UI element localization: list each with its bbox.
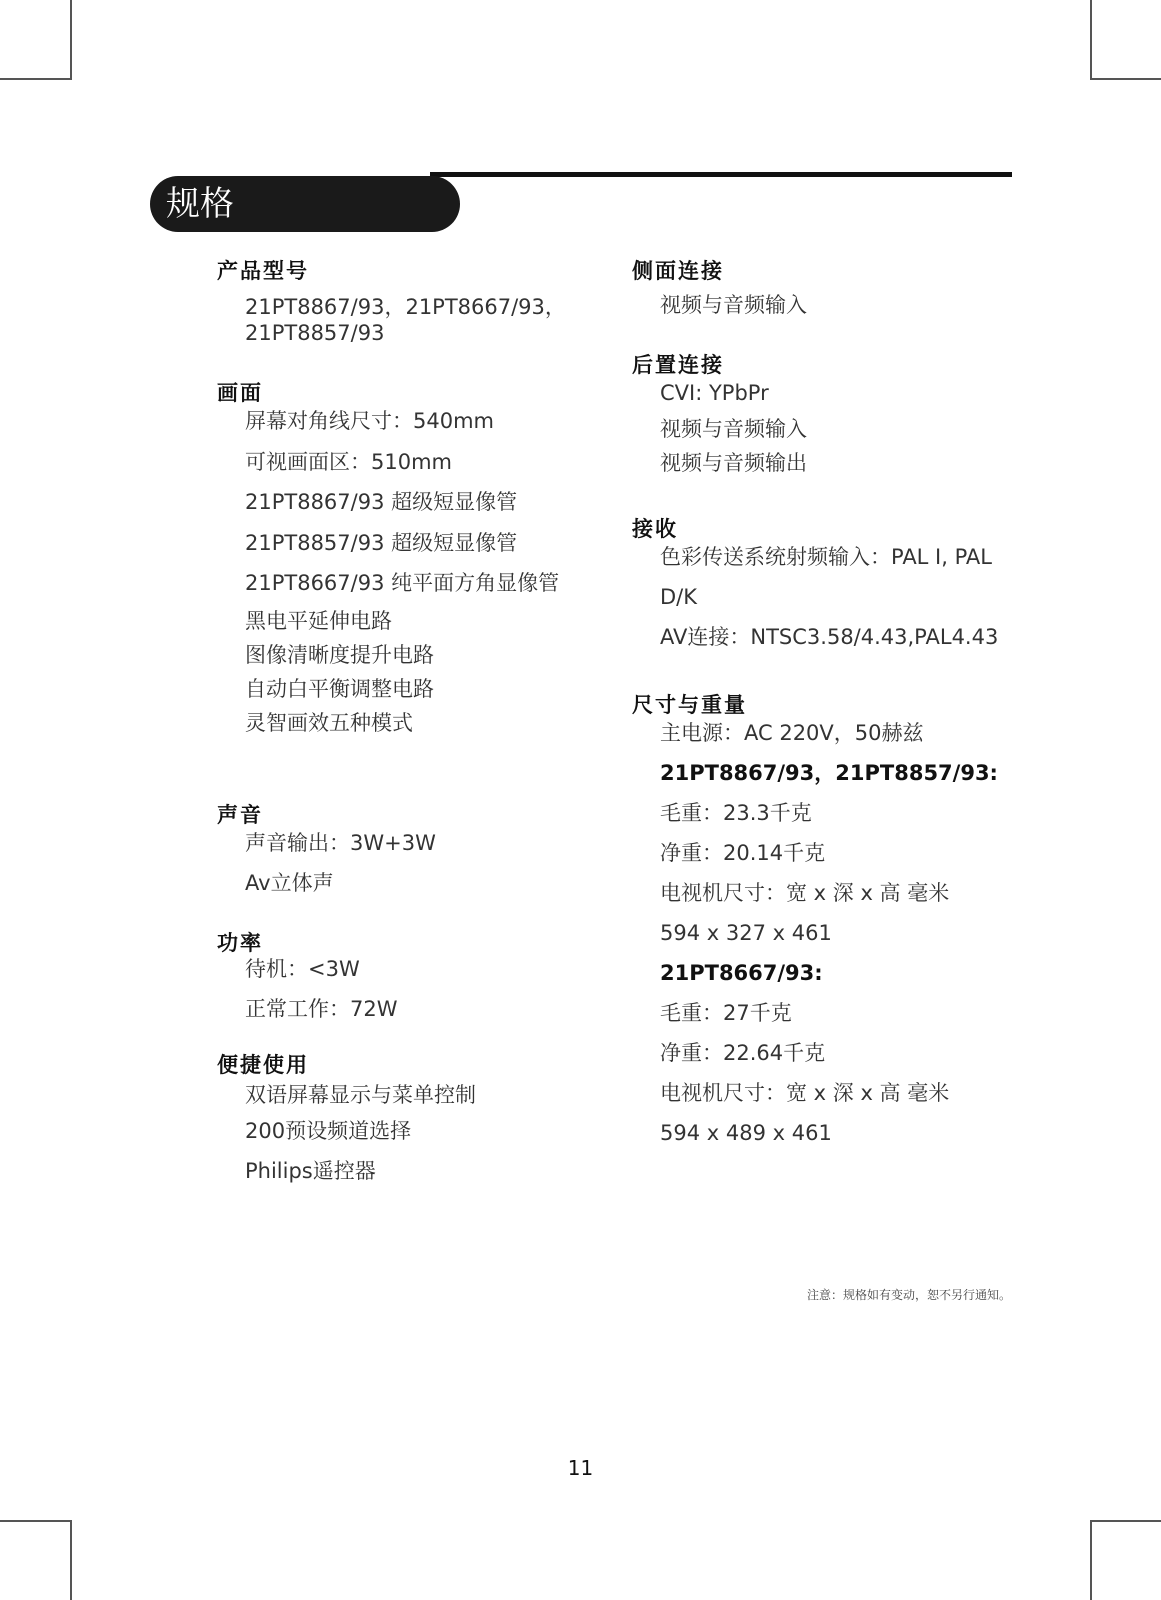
crop-mark: [1090, 1520, 1092, 1600]
list-item: 声音输出：3W+3W: [245, 831, 436, 855]
section-heading: 接收: [632, 517, 678, 541]
list-item: 200预设频道选择: [245, 1119, 412, 1143]
list-item: CVI: YPbPr: [660, 381, 769, 405]
list-item: 电视机尺寸：宽 x 深 x 高 毫米: [660, 1081, 950, 1105]
page-title: 规格: [150, 176, 460, 232]
section-heading: 功率: [217, 931, 263, 955]
list-item: 视频与音频输出: [660, 451, 807, 475]
section-heading: 便捷使用: [217, 1053, 309, 1077]
section-heading: 尺寸与重量: [632, 693, 747, 717]
power-section: [217, 930, 607, 1021]
rear-connection-section: [632, 352, 1032, 475]
list-item: 594 x 489 x 461: [660, 1121, 832, 1145]
model-line: 21PT8867/93，21PT8667/93，: [245, 295, 566, 319]
list-item: 视频与音频输入: [660, 417, 807, 441]
list-item: 色彩传送系统射频输入：PAL I, PAL: [660, 545, 992, 569]
section-heading: 侧面连接: [632, 259, 724, 283]
list-item: 594 x 327 x 461: [660, 921, 832, 945]
crop-mark: [1090, 0, 1092, 80]
list-item: 灵智画效五种模式: [245, 711, 413, 735]
footnote: 注意：规格如有变动，恕不另行通知。: [806, 1288, 1011, 1302]
model-group-label: 21PT8667/93:: [660, 961, 823, 985]
reception-section: [632, 516, 1032, 649]
page-number: 11: [567, 1456, 594, 1480]
convenience-section: [217, 1052, 607, 1183]
crop-mark: [70, 0, 72, 80]
list-item: 屏幕对角线尺寸：540mm: [245, 409, 494, 433]
picture-section: [217, 380, 607, 735]
list-item: 黑电平延伸电路: [245, 609, 392, 633]
list-item: 净重：22.64千克: [660, 1041, 826, 1065]
list-item: 可视画面区：510mm: [245, 450, 452, 474]
model-line: 21PT8857/93: [245, 321, 385, 345]
list-item: 21PT8857/93 超级短显像管: [245, 531, 518, 555]
crop-mark: [1090, 1520, 1161, 1522]
crop-mark: [0, 78, 72, 80]
section-heading: 后置连接: [632, 353, 724, 377]
crop-mark: [70, 1520, 72, 1600]
model-group-label: 21PT8867/93，21PT8857/93:: [660, 761, 998, 785]
list-item: 自动白平衡调整电路: [245, 677, 434, 701]
side-connection-section: [632, 258, 1032, 317]
list-item: 21PT8667/93 纯平面方角显像管: [245, 571, 560, 595]
list-item: Av立体声: [245, 871, 334, 895]
section-heading: 画面: [217, 381, 263, 405]
list-item: 正常工作：72W: [245, 997, 398, 1021]
list-item: 毛重：23.3千克: [660, 801, 812, 825]
mains-power: 主电源：AC 220V，50赫兹: [660, 721, 924, 745]
list-item: 视频与音频输入: [660, 293, 807, 317]
list-item: 待机：<3W: [245, 957, 360, 981]
list-item: 毛重：27千克: [660, 1001, 792, 1025]
crop-mark: [0, 1520, 72, 1522]
section-heading: 产品型号: [217, 259, 309, 283]
list-item: 电视机尺寸：宽 x 深 x 高 毫米: [660, 881, 950, 905]
list-item: 图像清晰度提升电路: [245, 643, 434, 667]
model-section: [217, 258, 607, 345]
list-item: D/K: [660, 585, 698, 609]
list-item: 净重：20.14千克: [660, 841, 826, 865]
sound-section: [217, 802, 607, 895]
header-rule: [430, 172, 1012, 177]
section-heading: 声音: [217, 803, 263, 827]
list-item: Philips遥控器: [245, 1159, 376, 1183]
list-item: AV连接：NTSC3.58/4.43,PAL4.43: [660, 625, 999, 649]
list-item: 双语屏幕显示与菜单控制: [245, 1083, 476, 1107]
dimensions-section: [632, 692, 1032, 1145]
list-item: 21PT8867/93 超级短显像管: [245, 490, 518, 514]
crop-mark: [1090, 78, 1161, 80]
